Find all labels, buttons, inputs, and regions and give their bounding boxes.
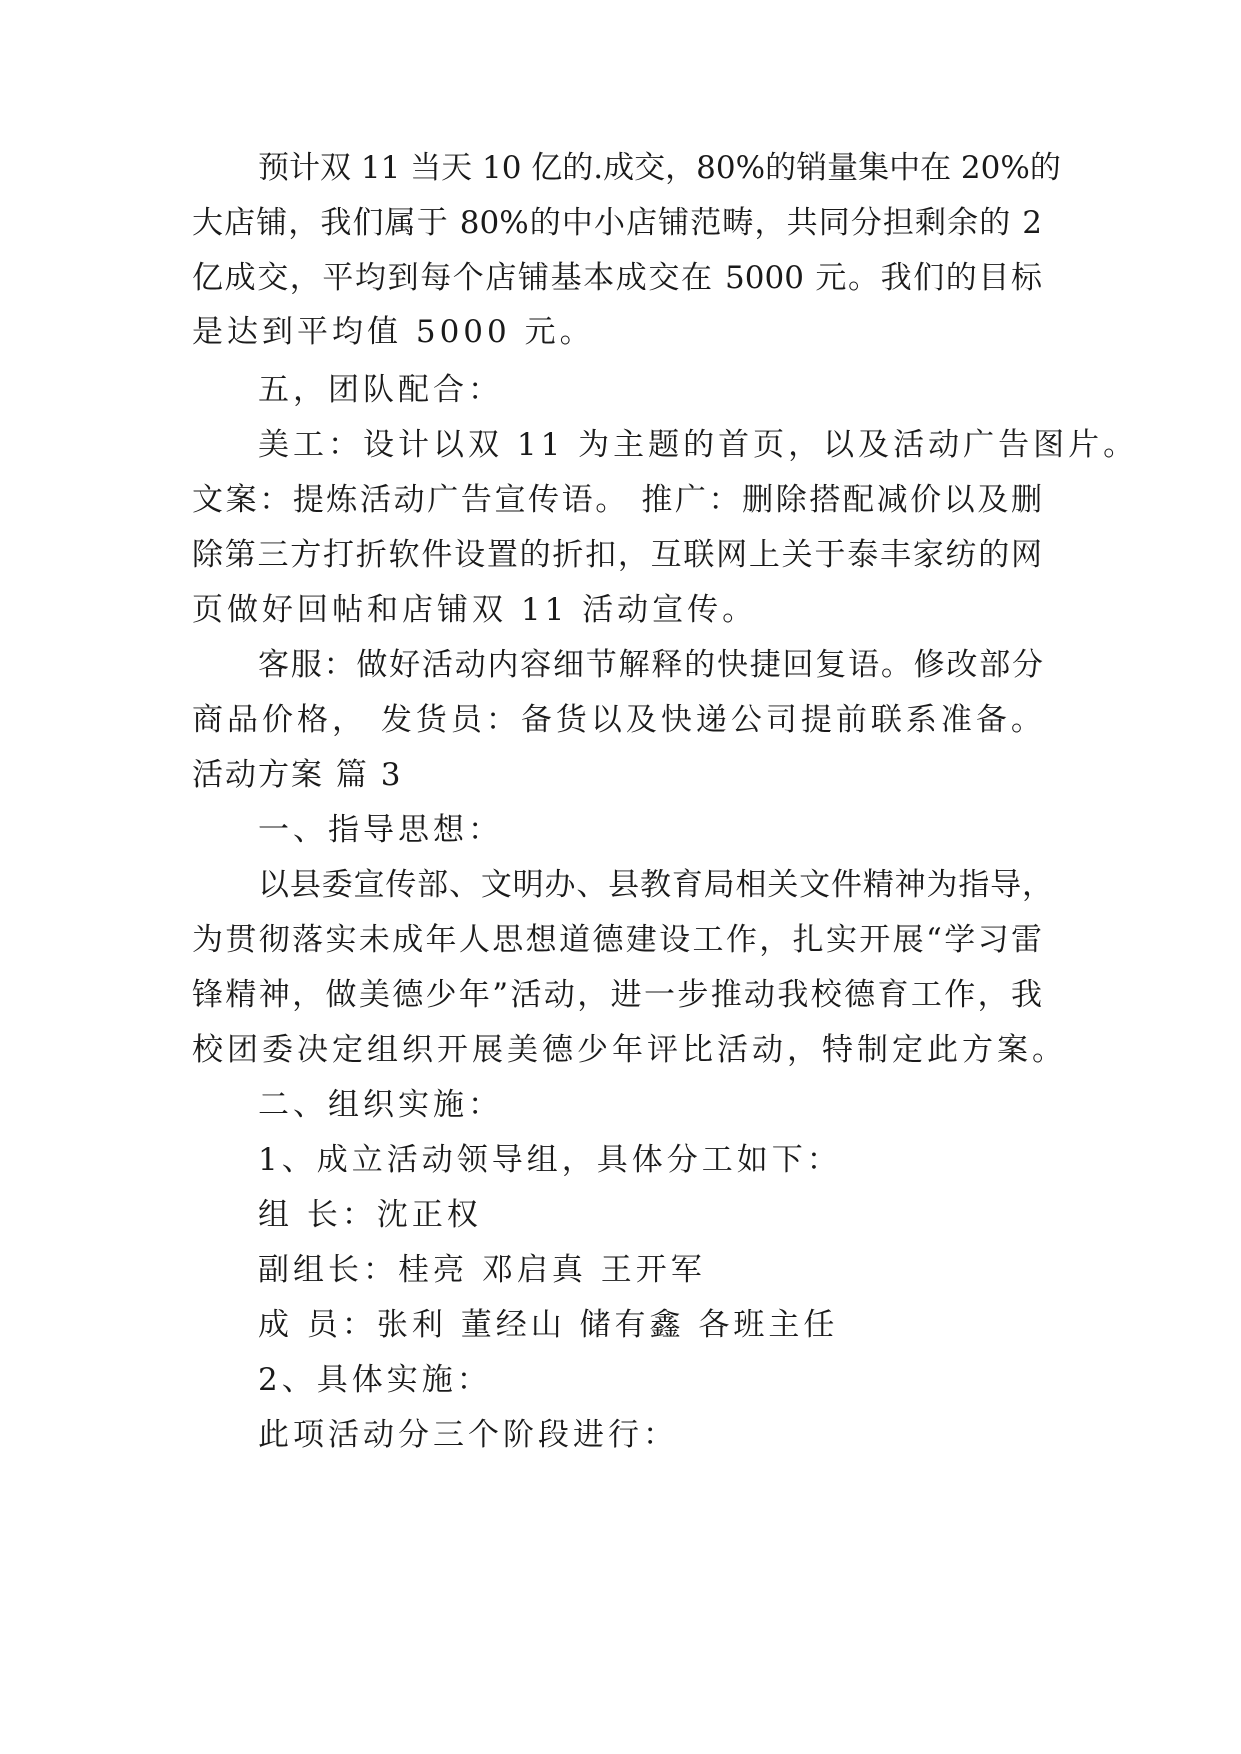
paragraph-line: 以县委宣传部、文明办、县教育局相关文件精神为指导， [258, 867, 1053, 903]
paragraph-line: 预计双 11 当天 10 亿的.成交，80%的销量集中在 20%的 [258, 150, 1061, 186]
section-heading: 五，团队配合： [258, 372, 503, 408]
paragraph-line: 商品价格， 发货员：备货以及快递公司提前联系准备。 [192, 702, 1046, 738]
paragraph-line: 副组长：桂亮 邓启真 王开军 [258, 1252, 706, 1288]
section-title: 活动方案 篇 3 [192, 757, 403, 793]
paragraph-line: 校团委决定组织开展美德少年评比活动，特制定此方案。 [192, 1032, 1067, 1068]
paragraph-line: 锋精神，做美德少年”活动，进一步推动我校德育工作，我 [192, 977, 1042, 1013]
paragraph-line: 2、具体实施： [258, 1362, 492, 1398]
paragraph-line: 1、成立活动领导组，具体分工如下： [258, 1142, 842, 1178]
section-heading: 一、指导思想： [258, 812, 503, 848]
paragraph-line: 为贯彻落实未成年人思想道德建设工作，扎实开展“学习雷 [192, 922, 1042, 958]
paragraph-line: 页做好回帖和店铺双 11 活动宣传。 [192, 592, 758, 628]
paragraph-line: 大店铺，我们属于 80%的中小店铺范畴，共同分担剩余的 2 [192, 205, 1042, 241]
section-heading: 二、组织实施： [258, 1087, 503, 1123]
paragraph-line: 此项活动分三个阶段进行： [258, 1417, 678, 1453]
paragraph-line: 除第三方打折软件设置的折扣，互联网上关于泰丰家纺的网 [192, 537, 1042, 573]
paragraph-line: 文案：提炼活动广告宣传语。 推广：删除搭配减价以及删 [192, 482, 1042, 518]
paragraph-line: 是达到平均值 5000 元。 [192, 314, 595, 350]
paragraph-line: 组 长：沈正权 [258, 1197, 482, 1233]
paragraph-line: 美工：设计以双 11 为主题的首页，以及活动广告图片。 [258, 427, 1139, 463]
paragraph-line: 成 员：张利 董经山 储有鑫 各班主任 [258, 1307, 839, 1343]
paragraph-line: 客服：做好活动内容细节解释的快捷回复语。修改部分 [258, 647, 1043, 683]
paragraph-line: 亿成交，平均到每个店铺基本成交在 5000 元。我们的目标 [192, 260, 1042, 296]
